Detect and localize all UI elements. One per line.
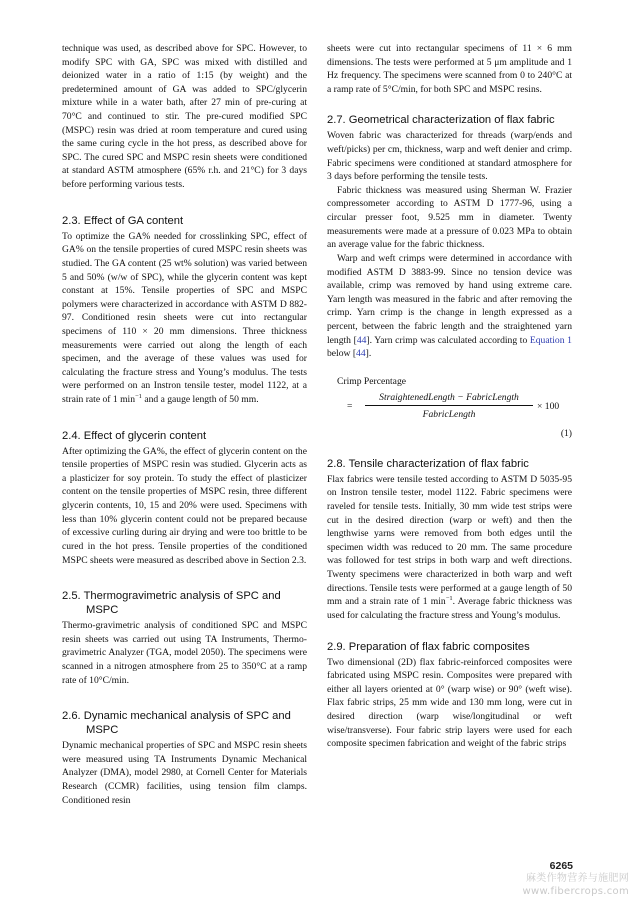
section-heading-2-7: 2.7. Geometrical characterization of flax fabric bbox=[327, 114, 555, 127]
text-run: Flax fabrics were tensile tested according to ASTM D 5035-95 on Instron tensile tester, model 1122. Fabric specimens were raveled for tensile tests. Initially, 30 mm wide test strips were cut in the desired direction (warp or weft) and then the lengthwise yarns were removed from both edges until the specimen width was reduced to 20 mm. The same procedure was followed for test strips in both warp and weft directions. Twenty specimens were characterized in both warp and weft directions. Tensile tests were performed at a gauge length of 50 mm and a strain rate of 1 min bbox=[327, 473, 572, 608]
paragraph-continued: sheets were cut into rectangular specimens of 11 × 6 mm dimensions. The tests were performed at 5 μm amplitude and 1 Hz frequency. The specimens were scanned from 0 to 240°C at a ramp rate of 5°C/min, for both SPC and MSPC resins. bbox=[327, 43, 572, 95]
reference-link[interactable]: 44 bbox=[356, 334, 367, 346]
paragraph-ga-content bbox=[62, 230, 307, 407]
paragraph-composites: Two dimensional (2D) flax fabric-reinforced composites were fabricated using MSPC resin. Composites were prepared with either all layers oriented at 0° (warp wise) or 90° (weft wise). Flax fabric strips, 25 mm wide and 130 mm long, were cut in desired direction (warp wise/longitudinal or weft wise/transverse). Four fabric strip layers were used for each composite specimen fabrication and weight of the fabric strips bbox=[327, 656, 572, 750]
text-run: and a gauge length of 50 mm. bbox=[141, 394, 259, 406]
section-heading-2-8: 2.8. Tensile characterization of flax fabric bbox=[327, 457, 529, 470]
paragraph-tensile-fabric bbox=[327, 473, 572, 623]
section-heading-2-3: 2.3. Effect of GA content bbox=[62, 214, 184, 227]
paragraph-woven-fabric: Woven fabric was characterized for threads (warp/ends and weft/picks) per cm, thickness, warp and weft denier and crimp. Fabric specimens were conditioned at standard atmosphere for 3 days before performing the tensile tests. bbox=[327, 130, 572, 183]
text-run: Warp and weft crimps were determined in accordance with modified ASTM D 3883-99. Since no tension device was available, crimp was removed by hand using extreme care. Yarn length was measured in the fabric and after removing the crimp. Yarn crimp is the change in length expressed as a percent, between the fabric length and the straightened yarn length [ bbox=[327, 252, 572, 346]
page-number: 6265 bbox=[549, 860, 573, 872]
equation-crimp-percentage bbox=[327, 375, 572, 449]
paragraph-tga: Thermo-gravimetric analysis of conditioned SPC and MSPC resin sheets was carried out using TA Instruments, Thermo-gravimetric Analyzer (TGA, model 2050). The specimens were scanned in a nitrogen atmosphere from 25 to 350°C at a ramp rate of 10°C/min. bbox=[62, 620, 307, 686]
text-run: ]. Yarn crimp was calculated according to bbox=[366, 334, 530, 346]
paragraph-fabric-thickness: Fabric thickness was measured using Sherman W. Frazier compressometer according to ASTM D 1777-96, using a circular presser foot, 9.525 mm in diameter. Twenty measurements were made at a pressure of 0.023 MPa to obtain an average value for the fabric thickness. bbox=[327, 184, 572, 251]
left-column bbox=[62, 42, 307, 807]
right-column bbox=[327, 42, 572, 751]
paragraph-glycerin-content: After optimizing the GA%, the effect of glycerin content on the tensile properties of MSPC resin was studied. Glycerin acts as a plasticizer for soy protein. To study the effect of plasticizer content on the tensile properties of MSPC resin, three different glycerin contents, 10, 15 and 20% were used. Specimens with less than 10% glycerin content could not be prepared because of excessive curling during air drying and were too brittle to be cured in the hot press. Tensile properties of the conditioned MSPC sheets were measured as described above in Section 2.3. bbox=[62, 445, 307, 566]
text-run: ]. bbox=[365, 348, 372, 360]
paragraph-continued: technique was used, as described above for SPC. However, to modify SPC with GA, SPC was mixed with distilled and deionized water in a ratio of 1:15 (by weight) and the predetermined amount of GA was added to SPC/glycerin mixture while in a water bath, after 27 min of pre-curing at 70°C and continued to stir. The pre-cured modified SPC (MSPC) resin was dried at room temperature and cured using the same curing cycle in the hot press, as described above for SPC. The cured SPC and MSPC resin sheets were conditioned at standard ASTM atmosphere (65% r.h. and 21°C) for 3 days before performing various tests. bbox=[62, 43, 307, 191]
fraction bbox=[365, 391, 533, 422]
section-heading-2-5: 2.5. Thermogravimetric analysis of SPC and MSPC bbox=[62, 590, 281, 617]
watermark bbox=[523, 873, 630, 898]
fraction-denominator: FabricLength bbox=[422, 409, 476, 421]
text-run: . Average fabric thickness was used for calculating the fracture stress and Young’s modulus. bbox=[327, 596, 572, 621]
superscript: −1 bbox=[445, 595, 453, 603]
equation-number: (1) bbox=[560, 427, 572, 439]
paragraph-dma: Dynamic mechanical properties of SPC and MSPC resin sheets were measured using TA Instruments Dynamic Mechanical Analyzer (DMA), model 2980, at Cornell Center for Materials Research (CCMR) facilities, using tension film clamps. Conditioned resin bbox=[62, 740, 307, 806]
section-heading-2-4: 2.4. Effect of glycerin content bbox=[62, 429, 207, 442]
fraction-numerator: StraightenedLength − FabricLength bbox=[365, 391, 533, 407]
equation-row bbox=[345, 391, 575, 421]
superscript: −1 bbox=[135, 392, 142, 400]
equation-label: Crimp Percentage bbox=[337, 375, 406, 387]
multiplier: × 100 bbox=[537, 400, 560, 412]
text-run: below [ bbox=[327, 348, 357, 360]
watermark-chinese: 麻类作物营养与施肥网 bbox=[526, 873, 629, 884]
equals-sign: = bbox=[347, 400, 353, 412]
section-heading-2-6: 2.6. Dynamic mechanical analysis of SPC and MSPC bbox=[62, 710, 291, 737]
equation-link[interactable]: Equation 1 bbox=[529, 334, 572, 346]
section-heading-2-9: 2.9. Preparation of flax fabric composites bbox=[327, 640, 530, 653]
paragraph-crimp bbox=[327, 252, 572, 361]
reference-link[interactable]: 44 bbox=[356, 348, 366, 360]
watermark-url: www.fibercrops.com bbox=[522, 885, 629, 897]
text-run: To optimize the GA% needed for crosslinking SPC, effect of GA% on the tensile properties of cured MSPC resin sheets was studied. The GA content (25 wt% solution) was varied between 5 and 50% (w/w of SPC), while the glycerin content was kept constant at 15%. Tensile properties of SPC and MSPC polymers were characterized in accordance with ASTM D 882-97. Conditioned resin sheets were cut into rectangular specimens of 110 × 20 mm dimensions. Three thickness measurements were carried out along the length of each specimen, and the average of these values was used for calculating the fracture stress and Young’s modulus. The tests were performed on an Instron tensile tester, model 1122, at a strain rate of 1 min bbox=[62, 230, 307, 406]
